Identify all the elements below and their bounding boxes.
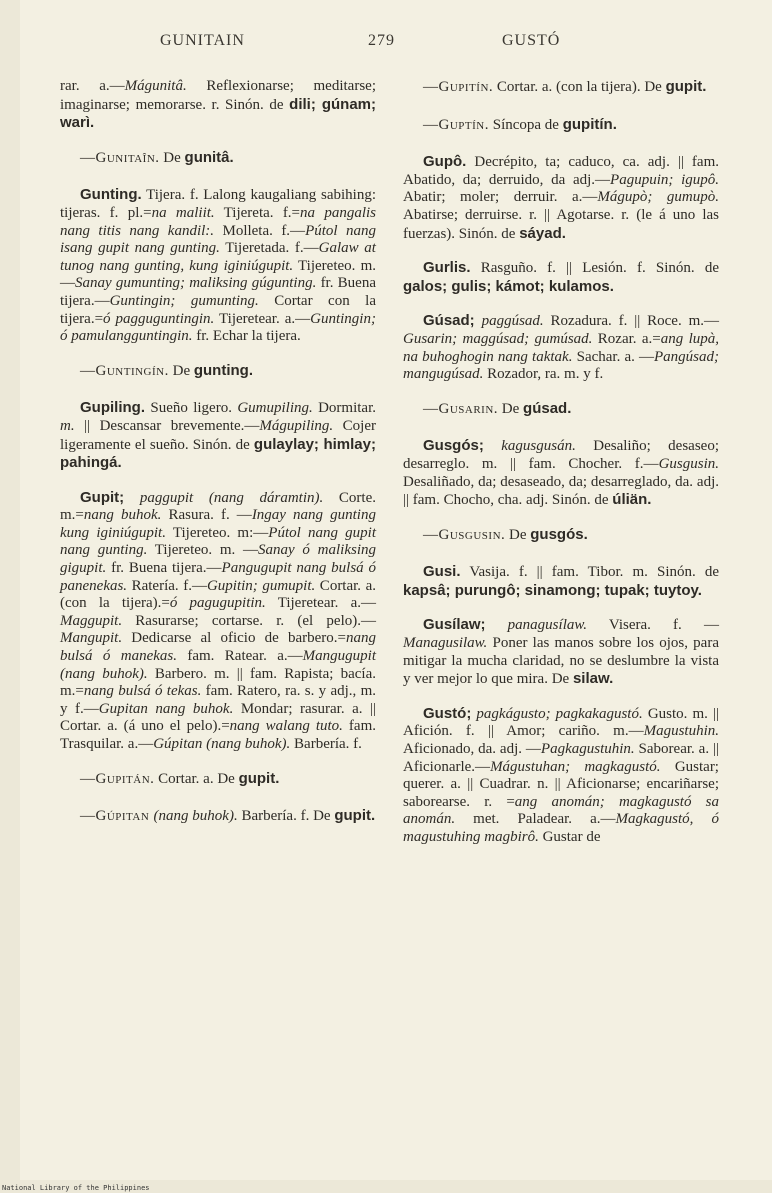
page-number: 279 [368,32,395,49]
text: Gupitin; gumupit. [206,577,316,594]
headword: Gúsad; [423,312,475,330]
text: Saborear. a. || Aficionarle.— [403,741,719,775]
text: Managusilaw. [403,635,488,652]
entry-gupitan-barberia [60,807,376,826]
sub-headword: —Gúpitan [80,808,154,825]
text: nang bulsá ó tekas. [83,683,202,700]
text: Tijera. f. Lalong kaugaliang sabihing: tijeras. f. pl.= [60,187,376,221]
entry-guntingin [60,362,376,381]
text: Guntingin; ó pamulangguntingin. [60,310,376,345]
text: Rasguño. f. || Lesión. f. Sinón. de [470,260,719,277]
text: Rasurarse; cortarse. r. (el pelo).— [122,612,376,629]
text: Pútol nang gupit nang gunting. [60,524,377,559]
text: m. [60,417,75,434]
cross-reference: gusgós. [530,525,588,543]
text: Tijeretear. a.— [214,310,311,327]
left-column [60,78,376,845]
text: Gustar; querer. a. || Cuadrar. n. || Aficionarse; encariñarse; saborearse. r. = [403,758,719,810]
text: Síncopa de [488,116,563,133]
text: fr. Echar la tijera. [192,328,301,345]
synonym-list: gulaylay; himlay; pahingá. [60,435,376,472]
cross-reference: gunitâ. [184,148,234,166]
text: Dedicarse al oficio de barbero.= [122,630,346,647]
text: Vasija. f. || fam. Tibor. m. Sinón. de [460,564,719,581]
text: || Descansar brevemente.— [74,417,260,434]
text: Cortar. a. De [154,770,239,787]
headword: Gusílaw; [423,616,486,634]
text: De [159,149,185,166]
text: Desaliño; desaseo; desarreglo. m. || fam. Chocher. f.— [403,438,719,472]
entry-gupiling [60,399,376,472]
synonym-list: kapsâ; purungô; sinamong; tupak; tuytoy. [403,581,702,599]
headword: Gusi. [423,563,461,581]
text: ang lupà, na buhoghogin nang taktak. [403,330,719,365]
entry-gurlis [403,259,719,296]
text: Mondar; rasurar. a. || Cortar. a. (á uno el pelo).= [60,700,376,735]
sub-headword: —Gupitán. [80,770,155,787]
synonym-list: dili; gúnam; warì. [60,95,376,132]
text: paggúsad. [474,313,544,330]
text: Aficionado, da. adj. — [403,741,541,758]
entry-gupit [60,489,376,754]
sub-headword: —Guntingín. [80,362,169,379]
text: Abatirse; derruirse. r. || Agotarse. r. (le á uno las fuerzas). Sinón. de [403,206,719,242]
headword: Gurlis. [423,259,471,277]
text: Gupitan nang buhok. [98,700,234,717]
text: Pútol nang isang gupit nang gunting. [60,222,376,257]
text: Sachar. a. — [572,348,655,365]
text: Visera. f. — [587,617,719,634]
entry-gunting [60,186,376,345]
text: Magkagustó, ó magustuhing magbirô. [403,811,719,845]
text: fr. Buena tijera.— [106,560,222,577]
cross-reference: gupit. [238,769,280,787]
text: Tijeretada. f.— [219,240,319,257]
text: Mágustuhan; magkagustó. [490,758,661,775]
text: Mágunitâ. [124,78,187,94]
entry-gusgusin [403,526,719,545]
sub-headword: —Gusarin. [423,400,499,417]
text: Mágupò; gumupò. [597,189,719,206]
text: Decrépito, ta; caduco, ca. adj. || fam. Abatido, da; derruido, da adj.— [403,154,719,188]
text: Cortar con la tijera.= [60,292,376,327]
text: Tijereteo. m:— [165,524,269,541]
text: Mágupiling. [259,417,334,434]
synonym-list: sáyad. [519,224,566,242]
text: Sanay ó maliksing gigupit. [60,542,376,577]
text: met. Paladear. a.— [455,811,616,828]
text: Poner las manos sobre los ojos, para mitigar la mucha claridad, no se deslumbre la vista y ver mejor lo que mira. De [403,635,719,688]
headword: Gupô. [423,153,467,171]
text: De [168,362,194,379]
text: Dormitar. [312,400,376,417]
cross-reference: gunting. [193,361,254,379]
headword: Gusgós; [423,437,484,455]
entry-gunitain [60,149,376,168]
text: Tijereta. f.= [214,204,301,221]
sub-headword: —Guptín. [423,116,489,133]
entry-gupitin [403,78,719,97]
text: Pagupuin; igupô. [610,171,719,188]
synonym-list: úliän. [612,491,652,509]
entry-gusad [403,312,719,383]
entry-gusarin [403,400,719,419]
text: fr. Buena tijera.— [60,275,376,309]
header-right-guide-word: GUSTÓ [502,32,561,49]
sub-headword: —Gusgusin. [423,526,506,543]
text: fam. Ratero, ra. s. y adj., m. y f.— [60,683,377,717]
text: De [505,526,531,543]
entry-gusto [403,705,719,847]
text: Rozador, ra. m. y f. [483,366,604,383]
text: nang buhok. [83,507,162,524]
text: Cortar. a. (con la tijera).= [60,577,377,612]
text: rar. a.— [60,78,125,94]
text: Molleta. f.— [214,222,306,239]
text: na pangalis nang titis nang kandil:. [60,204,376,239]
entry-gusilaw [403,616,719,688]
text: Sueño ligero. [145,400,238,417]
text: pagkágusto; pagkakagustó. [471,705,643,722]
entry-gusi [403,563,719,600]
cross-reference: gupitín. [562,115,617,133]
text: fam. Ratear. a.— [176,648,303,665]
sub-headword: —Gupitín. [423,79,494,95]
text: Magustuhin. [643,723,719,740]
text: kagusgusán. [483,438,576,455]
text: Galaw at tunog nang gunting, kung iginiúgupit. [60,240,376,274]
cross-reference: gupit. [334,807,376,825]
text: panagusílaw. [485,617,587,634]
entry-guptin [403,116,719,135]
text: Cojer ligeramente el sueño. Sinón. de [60,417,376,453]
text: Corte. m.= [60,489,376,524]
text: De [498,400,524,417]
entry-continuation [60,78,376,133]
text: na maliit. [151,204,215,221]
text: Rasura. f. — [161,507,252,524]
text: Cortar. a. (con la tijera). De [493,79,666,95]
text: Mangupit. [60,630,123,647]
text: Gustar de [538,829,601,845]
entry-gusgos [403,437,719,509]
headword: Gupiling. [80,399,145,417]
text: Guntingin; gumunting. [109,292,259,309]
text: ang anomán; magkagustó sa anomán. [403,793,719,828]
text: Gusto. m. || Afición. f. || Amor; cariño. m.— [403,705,719,740]
text: Tijereteo. m. — [147,542,259,559]
headword: Gustó; [423,704,472,722]
text: Desaliñado, da; desaseado, da; desarreglado, da. adj. || fam. Chocho, cha. adj. Sinón. de [403,473,719,509]
right-column [403,78,719,863]
headword: Gunting. [80,186,142,204]
text: ó pagguguntingin. [103,310,215,327]
text: Barbería. f. De [237,808,335,825]
cross-reference: gúsad. [523,399,572,417]
library-credit: National Library of the Philippines [2,1184,150,1192]
text: Abatir; moler; derruir. a.— [403,189,598,206]
text: Tijereteo. m.— [60,257,376,292]
text: Gumupiling. [237,400,313,417]
text: Pangúsad; mangugúsad. [403,348,720,383]
text: fam. Trasquilar. a.— [60,718,376,752]
header-left-guide-word: GUNITAIN [160,32,245,49]
text: Maggupit. [60,612,123,629]
synonym-list: galos; gulis; kámot; kulamos. [403,277,614,295]
text: Barbero. m. || fam. Rapista; bacía. m.= [60,665,377,700]
sub-headword: —Gunitaîn. [80,149,160,166]
text: Gúpitan (nang buhok). [153,736,291,752]
text: Mangugupit (nang buhok). [60,648,376,682]
text: Rozadura. f. || Roce. m.— [543,313,719,330]
text: ó pagugupitin. [169,595,266,612]
text: Pangugupit nang bulsá ó panenekas. [60,560,376,594]
text: nang bulsá ó manekas. [60,630,376,665]
text: Gusarin; maggúsad; gumúsad. [403,330,593,347]
headword: Gupit; [80,488,125,506]
cross-reference: silaw. [572,670,614,688]
text: Ingay nang gunting kung iginiúgupit. [60,507,376,541]
text: nang walang tuto. [229,718,343,735]
entry-gupitan [60,770,376,789]
text: Reflexionarse; meditarse; imaginarse; memorarse. r. Sinón. de [60,78,376,113]
entry-gupo [403,153,719,243]
text: Barbería. f. [290,736,362,752]
text: Rozar. a.= [592,330,661,347]
text: Pagkagustuhin. [540,741,635,758]
text: Sanay gumunting; maliksing gúgunting. [75,275,317,292]
text: Gusgusin. [658,455,719,472]
text: Tijeretear. a.— [265,595,376,612]
text: paggupit (nang dáramtin). [139,489,324,506]
text: Ratería. f.— [127,577,207,594]
text: (nang buhok). [153,808,238,825]
cross-reference: gupit. [665,78,707,95]
